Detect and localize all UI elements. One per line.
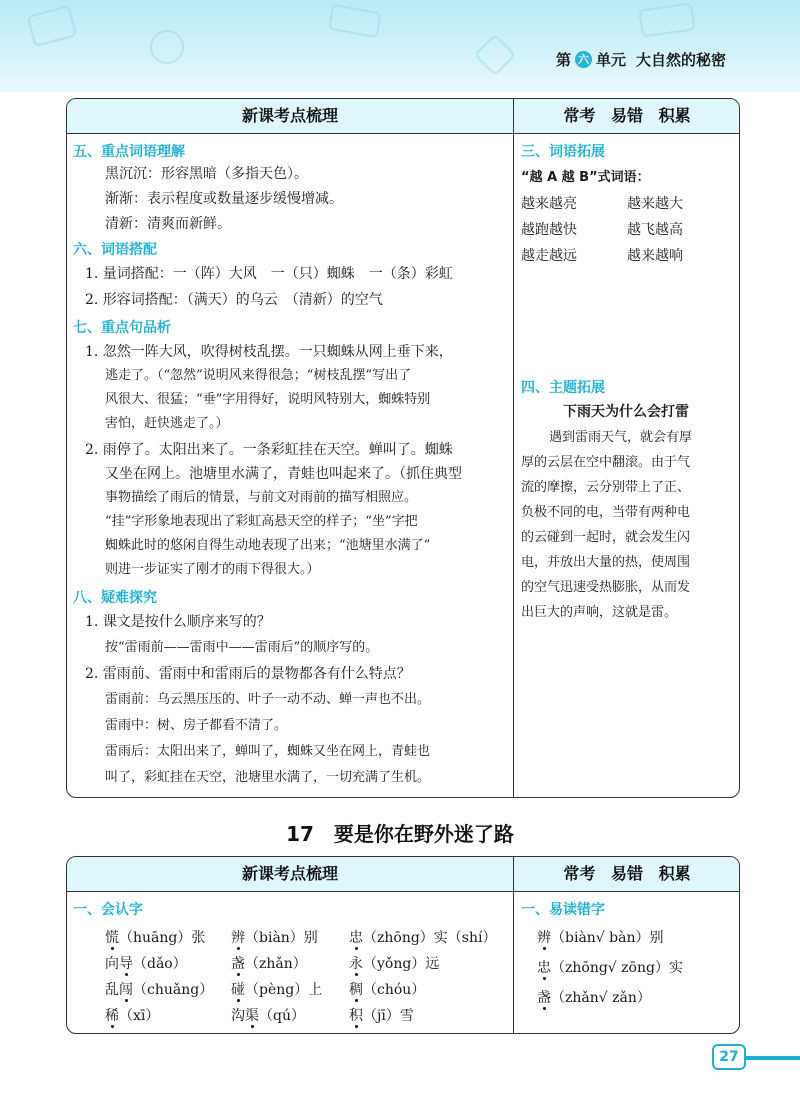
s7-line: 则进一步证实了刚才的雨下得很大。） xyxy=(105,562,320,577)
emphasis-dot xyxy=(251,1025,254,1028)
decor-shape xyxy=(27,5,78,47)
section-1-title: 一、会认字 xyxy=(73,902,143,918)
section-5-title: 五、重点词语理解 xyxy=(73,144,185,160)
unit-prefix: 第 xyxy=(555,51,571,69)
misread-entry: 忠（zhōng√ zōng）实 xyxy=(537,960,683,976)
right-section-1-title: 一、易读错字 xyxy=(521,902,605,918)
emphasis-dot xyxy=(543,977,546,980)
emphasis-dot xyxy=(543,947,546,950)
section-6-title: 六、词语搭配 xyxy=(73,242,157,258)
s7-line: 逃走了。（“忽然”说明风来得很急；“树枝乱摆”写出了 xyxy=(105,368,412,383)
study-box-2 xyxy=(66,856,740,1034)
box1-right-title: 常考 易错 积累 xyxy=(513,99,740,133)
r4-line: 的空气迅速受热膨胀，从而发 xyxy=(521,580,691,595)
unit-name: 大自然的秘密 xyxy=(635,51,726,69)
r3-subtitle: “越 A 越 B”式词语： xyxy=(521,170,650,185)
emphasis-dot xyxy=(543,1007,546,1010)
s7-line: 又坐在网上。池塘里水满了，青蛙也叫起来了。（抓住典型 xyxy=(105,466,462,482)
s8-answer: 雷雨后：太阳出来了，蝉叫了，蜘蛛又坐在网上，青蛙也 xyxy=(105,744,431,759)
char-entry: 盏（zhǎn） xyxy=(231,956,307,972)
s8-answer: 雷雨中：树、房子都看不清了。 xyxy=(105,718,288,733)
decor-shape xyxy=(150,30,184,64)
unit-suffix: 单元 xyxy=(595,51,626,69)
unit-title xyxy=(556,49,726,70)
s8-answer: 叫了，彩虹挂在天空，池塘里水满了，一切充满了生机。 xyxy=(105,770,431,785)
misread-entry: 辨（biàn√ bàn）别 xyxy=(537,930,664,946)
page-number-bar xyxy=(744,1056,800,1060)
lesson-title xyxy=(0,818,800,847)
s8-answer: 按“雷雨前——雷雨中——雷雨后”的顺序写的。 xyxy=(105,640,379,655)
char-entry: 稠（chóu） xyxy=(349,982,426,998)
box2-header xyxy=(67,857,739,892)
emphasis-dot xyxy=(237,947,240,950)
lesson-number: 17 xyxy=(286,822,314,846)
r3-word: 越走越远 xyxy=(521,248,577,264)
decor-shape xyxy=(328,4,382,38)
char-entry: 向导（dǎo） xyxy=(105,956,187,972)
emphasis-dot xyxy=(355,1025,358,1028)
s7-line: 害怕，赶快逃走了。） xyxy=(105,416,229,431)
r4-line: 电，并放出大量的热，使周围 xyxy=(521,555,691,570)
r4-line: 出巨大的声响，这就是雷。 xyxy=(521,605,678,620)
char-entry: 乱闯（chuǎng） xyxy=(105,982,214,998)
s8-answer: 雷雨前：乌云黑压压的、叶子一动不动、蝉一声也不出。 xyxy=(105,692,431,707)
char-entry: 辨（biàn）别 xyxy=(231,930,318,946)
emphasis-dot xyxy=(355,973,358,976)
s5-item: 黑沉沉：形容黑暗（多指天色）。 xyxy=(105,166,308,182)
char-entry: 碰（pèng）上 xyxy=(231,982,323,998)
emphasis-dot xyxy=(237,999,240,1002)
right-section-3-title: 三、词语拓展 xyxy=(521,144,605,160)
s8-question: 2. 雷雨前、雷雨中和雷雨后的景物都各有什么特点？ xyxy=(85,666,411,682)
section-8-title: 八、疑难探究 xyxy=(73,590,157,606)
s5-item: 清新：清爽而新鲜。 xyxy=(105,216,231,232)
emphasis-dot xyxy=(355,947,358,950)
emphasis-dot xyxy=(355,999,358,1002)
study-box-1 xyxy=(66,98,740,798)
char-entry: 稀（xī） xyxy=(105,1008,160,1024)
char-entry: 忠（zhōng）实（shí） xyxy=(349,930,497,946)
s7-line: “挂”字形象地表现出了彩虹高悬天空的样子；“坐”字把 xyxy=(105,514,418,529)
box2-right-title: 常考 易错 积累 xyxy=(513,857,740,891)
box2-left-title: 新课考点梳理 xyxy=(241,864,338,883)
emphasis-dot xyxy=(125,999,128,1002)
char-entry: 慌（huāng）张 xyxy=(105,930,206,946)
s7-line: 蜘蛛此时的悠闲自得生动地表现了出来；“池塘里水满了” xyxy=(105,538,431,553)
s8-question: 1. 课文是按什么顺序来写的？ xyxy=(85,614,271,630)
r3-word: 越来越大 xyxy=(627,196,683,212)
char-entry: 永（yǒng）远 xyxy=(349,956,440,972)
char-entry: 沟渠（qú） xyxy=(231,1008,305,1024)
s6-item: 1. 量词搭配：一（阵）大风 一（只）蜘蛛 一（条）彩虹 xyxy=(85,266,453,282)
s6-item: 2. 形容词搭配：（满天）的乌云 （清新）的空气 xyxy=(85,292,383,308)
box1-header xyxy=(67,99,739,134)
misread-entry: 盏（zhǎn√ zǎn） xyxy=(537,990,651,1006)
header-band xyxy=(0,0,800,92)
r3-word: 越来越响 xyxy=(627,248,683,264)
right-section-4-title: 四、主题拓展 xyxy=(521,380,605,396)
s7-line: 1. 忽然一阵大风，吹得树枝乱摆。一只蜘蛛从网上垂下来， xyxy=(85,344,453,360)
r4-line: 负极不同的电，当带有两种电 xyxy=(521,505,691,520)
r4-heading: 下雨天为什么会打雷 xyxy=(563,404,689,420)
page-number: 27 xyxy=(712,1044,746,1070)
r4-line: 的云碰到一起时，就会发生闪 xyxy=(521,530,691,545)
r3-word: 越跑越快 xyxy=(521,222,577,238)
r3-word: 越来越亮 xyxy=(521,196,577,212)
unit-number-badge: 六 xyxy=(575,51,592,68)
section-7-title: 七、重点句品析 xyxy=(73,320,171,336)
s5-item: 渐渐：表示程度或数量逐步缓慢增减。 xyxy=(105,191,343,207)
s7-line: 风很大、很猛；“垂”字用得好，说明风特别大，蜘蛛特别 xyxy=(105,392,431,407)
box1-left-title: 新课考点梳理 xyxy=(241,106,338,125)
decor-shape xyxy=(474,34,516,76)
r4-line: 厚的云层在空中翻滚。由于气 xyxy=(521,455,691,470)
emphasis-dot xyxy=(125,973,128,976)
column-divider xyxy=(513,133,514,797)
s7-line: 事物描绘了雨后的情景，与前文对雨前的描写相照应。 xyxy=(105,490,418,505)
lesson-name: 要是你在野外迷了路 xyxy=(333,822,514,846)
emphasis-dot xyxy=(111,947,114,950)
emphasis-dot xyxy=(237,973,240,976)
r4-line: 遇到雷雨天气，就会有厚 xyxy=(549,430,693,445)
decor-shape xyxy=(638,2,695,37)
r3-word: 越飞越高 xyxy=(627,222,683,238)
char-entry: 积（jī）雪 xyxy=(349,1008,414,1024)
emphasis-dot xyxy=(111,1025,114,1028)
s7-line: 2. 雨停了。太阳出来了。一条彩虹挂在天空。蝉叫了。蜘蛛 xyxy=(85,442,453,458)
r4-line: 流的摩擦，云分别带上了正、 xyxy=(521,480,691,495)
column-divider xyxy=(513,891,514,1033)
